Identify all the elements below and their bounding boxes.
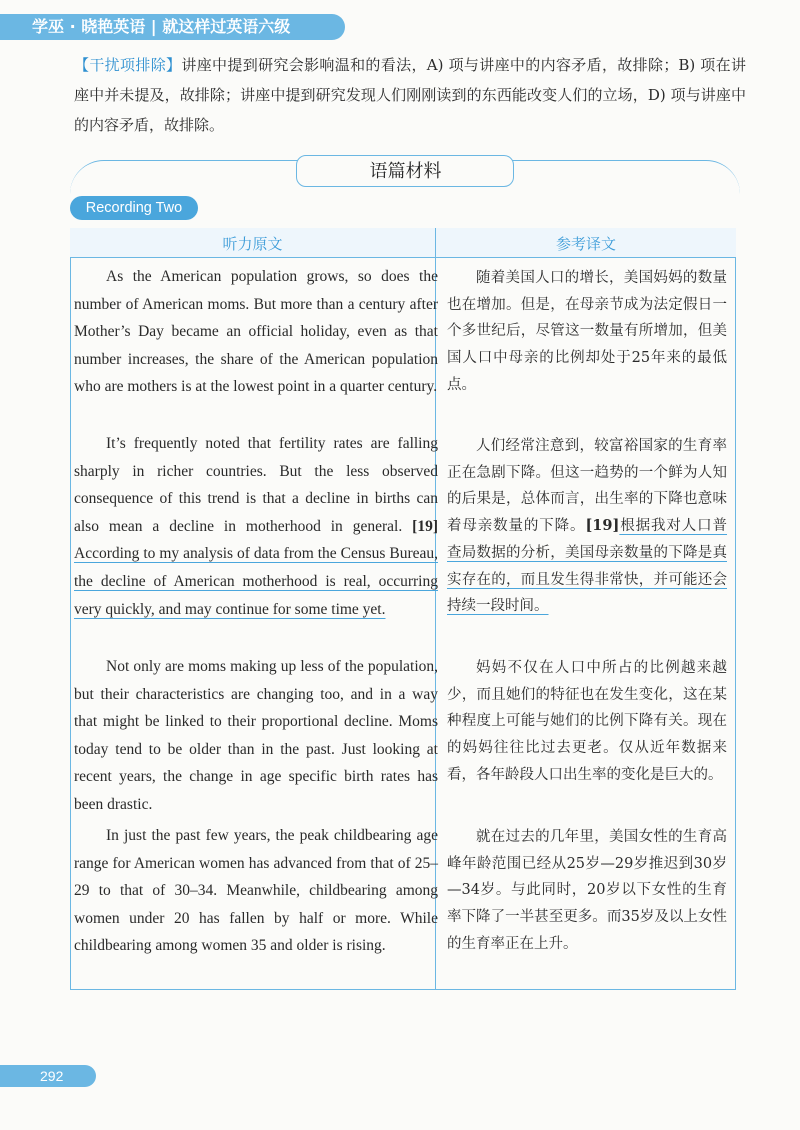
- question-marker: [19]: [412, 517, 438, 535]
- transcript-paragraph-1: As the American population grows, so does the number of American moms. But more than a century after Mother’s Day became an official holiday, even as that number increases, the share of the American population who are mothers is at the lowest point in a quarter century.: [74, 268, 438, 396]
- recording-label: Recording Two: [70, 196, 198, 220]
- translation-paragraph-4: 就在过去的几年里，美国女性的生育高峰年龄范围已经从25岁—29岁推迟到30岁—34岁。与此同时，20岁以下女性的生育率下降了一半甚至更多。而35岁及以上女性的生育率正在上升。: [447, 829, 727, 952]
- transcript-paragraph-3: Not only are moms making up less of the population, but their characteristics are changing too, and in a way that might be linked to their proportional decline. Moms today tend to be older than in the past. Just looking at recent years, the change in age specific birth rates has been drastic.: [74, 658, 438, 813]
- translation-paragraph-2: [447, 433, 727, 620]
- transcript-p2-text: It’s frequently noted that fertility rates are falling sharply in richer countries. But the less observed consequence of this trend is that a decline in births can also mean a decline in motherhood in general.: [74, 435, 438, 535]
- section-title: 语篇材料: [369, 161, 442, 182]
- translation-p2-text: 人们经常注意到，较富裕国家的生育率正在急剧下降。但这一趋势的一个鲜为人知的后果是，总体而言，出生率的下降也意味着母亲数量的下降。: [447, 438, 727, 535]
- transcript-paragraph-4: In just the past few years, the peak childbearing age range for American women has advanced from that of 25–29 to that of 30–34. Meanwhile, childbearing among women under 20 has fallen by half or more. While childbearing among women 35 and older is rising.: [74, 827, 438, 955]
- book-header-title: 学巫 · 晓艳英语 | 就这样过英语六级: [32, 17, 291, 36]
- transcript-paragraph-2: [74, 430, 438, 623]
- translation-paragraph-3: 妈妈不仅在人口中所占的比例越来越少，而且她们的特征也在发生变化，这在某种程度上可能与她们的比例下降有关。现在的妈妈往往比过去更老。仅从近年数据来看，各年龄段人口出生率的变化是巨大的。: [447, 660, 727, 783]
- transcript-p2-answer-sentence: According to my analysis of data from the Census Bureau, the decline of American motherhood is real, occurring very quickly, and may continue for some time yet.: [74, 545, 438, 618]
- distractor-explanation: [74, 50, 746, 140]
- distractor-tag: 【干扰项排除】: [74, 56, 182, 74]
- distractor-text: 讲座中提到研究会影响温和的看法，A) 项与讲座中的内容矛盾，故排除；B) 项在讲座中并未提及，故排除；讲座中提到研究发现人们刚刚读到的东西能改变人们的立场，D) 项与讲座中的内容矛盾，故排除。: [74, 56, 746, 134]
- translation-paragraph-1: 随着美国人口的增长，美国妈妈的数量也在增加。但是，在母亲节成为法定假日一个多世纪后，尽管这一数量有所增加，但美国人口中母亲的比例却处于25年来的最低点。: [447, 270, 727, 393]
- question-marker-zh: [19]: [585, 517, 620, 535]
- column-header-transcript: 听力原文: [222, 235, 283, 253]
- page-number: 292: [40, 1068, 64, 1084]
- translation-p2-answer-sentence: 根据我对人口普查局数据的分析，美国母亲数量的下降是真实存在的，而且发生得非常快，并可能还会持续一段时间。: [447, 518, 728, 615]
- column-header-translation: 参考译文: [555, 235, 616, 253]
